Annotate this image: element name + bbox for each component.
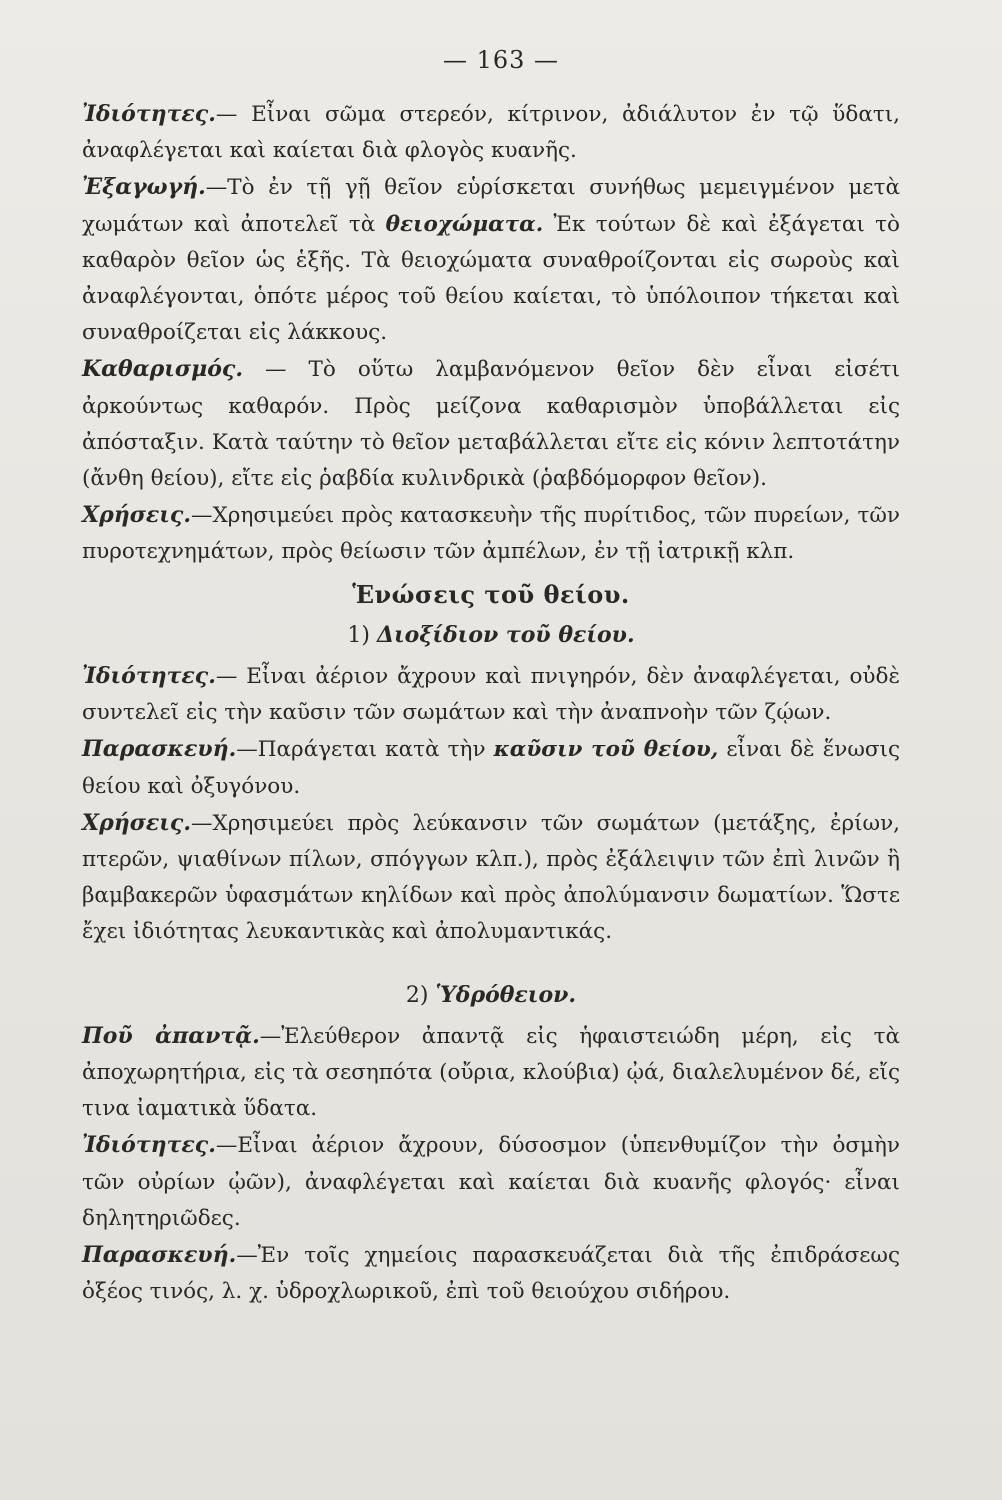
subsection-heading-hydrogen-sulfide: [82, 977, 900, 1014]
section-spacer: [82, 951, 900, 973]
emphasis-term: θειοχώματα.: [385, 211, 544, 237]
paragraph-text: — Τὸ οὕτω λαμβανόμενον θεῖον δὲν εἶναι εἰσέτι ἀρκούντως καθαρόν. Πρὸς μείζονα καθαρισμὸν ὑποβάλλεται εἰς ἀπόσταξιν. Κατὰ ταύτην τὸ θεῖον μεταβάλλεται εἴτε εἰς κόνιν λεπτοτάτην (ἄνθη θείου), εἴτε εἰς ῥαβδία κυλινδρικὰ (ῥαβδόμορφον θεῖον).: [82, 357, 900, 492]
subsection-number: 1): [347, 622, 377, 648]
paragraph-lead: Ἐξαγωγή.: [82, 174, 206, 201]
paragraph-properties-dioxide: [82, 658, 900, 731]
paragraph-text: —Ἐν τοῖς χημείοις παρασκευάζεται διὰ τῆς ἐπιδράσεως ὀξέος τινός, λ. χ. ὑδροχλωρικοῦ, ἐπὶ τοῦ θειούχου σιδήρου.: [82, 1243, 900, 1305]
paragraph-lead: Καθαρισμός.: [82, 356, 243, 383]
paragraph-lead: Παρασκευή.: [82, 1242, 237, 1269]
page-number: — 163 —: [442, 46, 560, 74]
paragraph-properties-sulfur: [82, 96, 900, 169]
paragraph-text: Ἐκ τούτων δὲ καὶ ἐξάγεται τὸ καθαρὸν θεῖον ὡς ἑξῆς. Τὰ θειοχώματα συναθροίζονται εἰς σωροὺς καὶ ἀναφλέγονται, ὁπότε μέρος τοῦ θείου καίεται, τὸ ὑπόλοιπον τήκεται καὶ συναθροίζεται εἰς λάκκους.: [82, 211, 900, 346]
paragraph-properties-hydrogen-sulfide: [82, 1127, 900, 1237]
paragraph-lead: Χρήσεις.: [82, 502, 191, 529]
paragraph-text: — Εἶναι σῶμα στερεόν, κίτρινον, ἀδιάλυτον ἐν τῷ ὕδατι, ἀναφλέγεται καὶ καίεται διὰ φλογὸς κυανῆς.: [82, 102, 900, 164]
paragraph-text: εἶναι δὲ ἕνωσις θείου καὶ ὀξυγόνου.: [82, 737, 900, 799]
paragraph-preparation-dioxide: [82, 731, 900, 804]
paragraph-lead: Ποῦ ἀπαντᾷ.: [82, 1022, 260, 1049]
paragraph-text: —Εἶναι ἀέριον ἄχρουν, δύσοσμον (ὑπενθυμίζον τὴν ὀσμὴν τῶν οὐρίων ᾠῶν), ἀναφλέγεται καὶ καίεται διὰ κυανῆς φλογός· εἶναι δηλητηριῶδες.: [82, 1133, 900, 1231]
paragraph-lead: Ἰδιότητες.: [82, 101, 216, 127]
subsection-number: 2): [405, 982, 436, 1008]
paragraph-text: —Ἐλεύθερον ἀπαντᾷ εἰς ἡφαιστειώδη μέρη, εἰς τὰ ἀποχωρητήρια, εἰς τὰ σεσηπότα (οὔρια, κλούβια) ᾠά, διαλελυμένον δέ, εἴς τινα ἰαματικὰ ὕδατα.: [82, 1023, 900, 1122]
page-body: [82, 96, 900, 1311]
subsection-title: Διοξίδιον τοῦ θείου.: [376, 621, 635, 648]
subsection-title: Ὑδρόθειον.: [435, 981, 577, 1008]
paragraph-lead: Ἰδιότητες.: [82, 663, 216, 690]
section-heading-sulfur-compounds: Ἑνώσεις τοῦ θείου.: [352, 579, 630, 609]
paragraph-preparation-hydrogen-sulfide: [82, 1237, 900, 1310]
paragraph-lead: Χρήσεις.: [82, 809, 191, 836]
paragraph-extraction: [82, 169, 900, 351]
paragraph-purification: [82, 351, 900, 497]
paragraph-text: — Εἶναι ἀέριον ἄχρουν καὶ πνιγηρόν, δὲν ἀναφλέγεται, οὐδὲ συντελεῖ εἰς τὴν καῦσιν τῶν σωμάτων καὶ τὴν ἀναπνοὴν τῶν ζῴων.: [82, 664, 900, 726]
paragraph-lead: Ἰδιότητες.: [82, 1132, 216, 1159]
paragraph-text: —Χρησιμεύει πρὸς λεύκανσιν τῶν σωμάτων (μετάξης, ἐρίων, πτερῶν, ψιαθίνων πίλων, σπόγγων κλπ.), πρὸς ἐξάλειψιν τῶν ἐπὶ λινῶν ἢ βαμβακερῶν ὑφασμάτων κηλίδων καὶ πρὸς ἀπολύμανσιν δωματίων. Ὥστε ἔχει ἰδιότητας λευκαντικὰς καὶ ἀπολυμαντικάς.: [82, 810, 900, 945]
paragraph-text: —Χρησιμεύει πρὸς κατασκευὴν τῆς πυρίτιδος, τῶν πυρείων, τῶν πυροτεχνημάτων, πρὸς θείωσιν τῶν ἀμπέλων, ἐν τῇ ἰατρικῇ κλπ.: [82, 503, 900, 565]
paragraph-text: —Παράγεται κατὰ τὴν: [236, 737, 494, 763]
paragraph-lead: Παρασκευή.: [82, 736, 237, 763]
emphasis-term: καῦσιν τοῦ θείου,: [493, 737, 719, 763]
paragraph-occurrence: [82, 1018, 900, 1128]
paragraph-uses-sulfur: [82, 497, 900, 570]
subsection-heading-sulfur-dioxide: [82, 617, 900, 654]
paragraph-uses-dioxide: [82, 805, 900, 951]
paragraph-text: —Τὸ ἐν τῇ γῇ θεῖον εὑρίσκεται συνήθως μεμειγμένον μετὰ χωμάτων καὶ ἀποτελεῖ τὰ: [82, 175, 900, 237]
